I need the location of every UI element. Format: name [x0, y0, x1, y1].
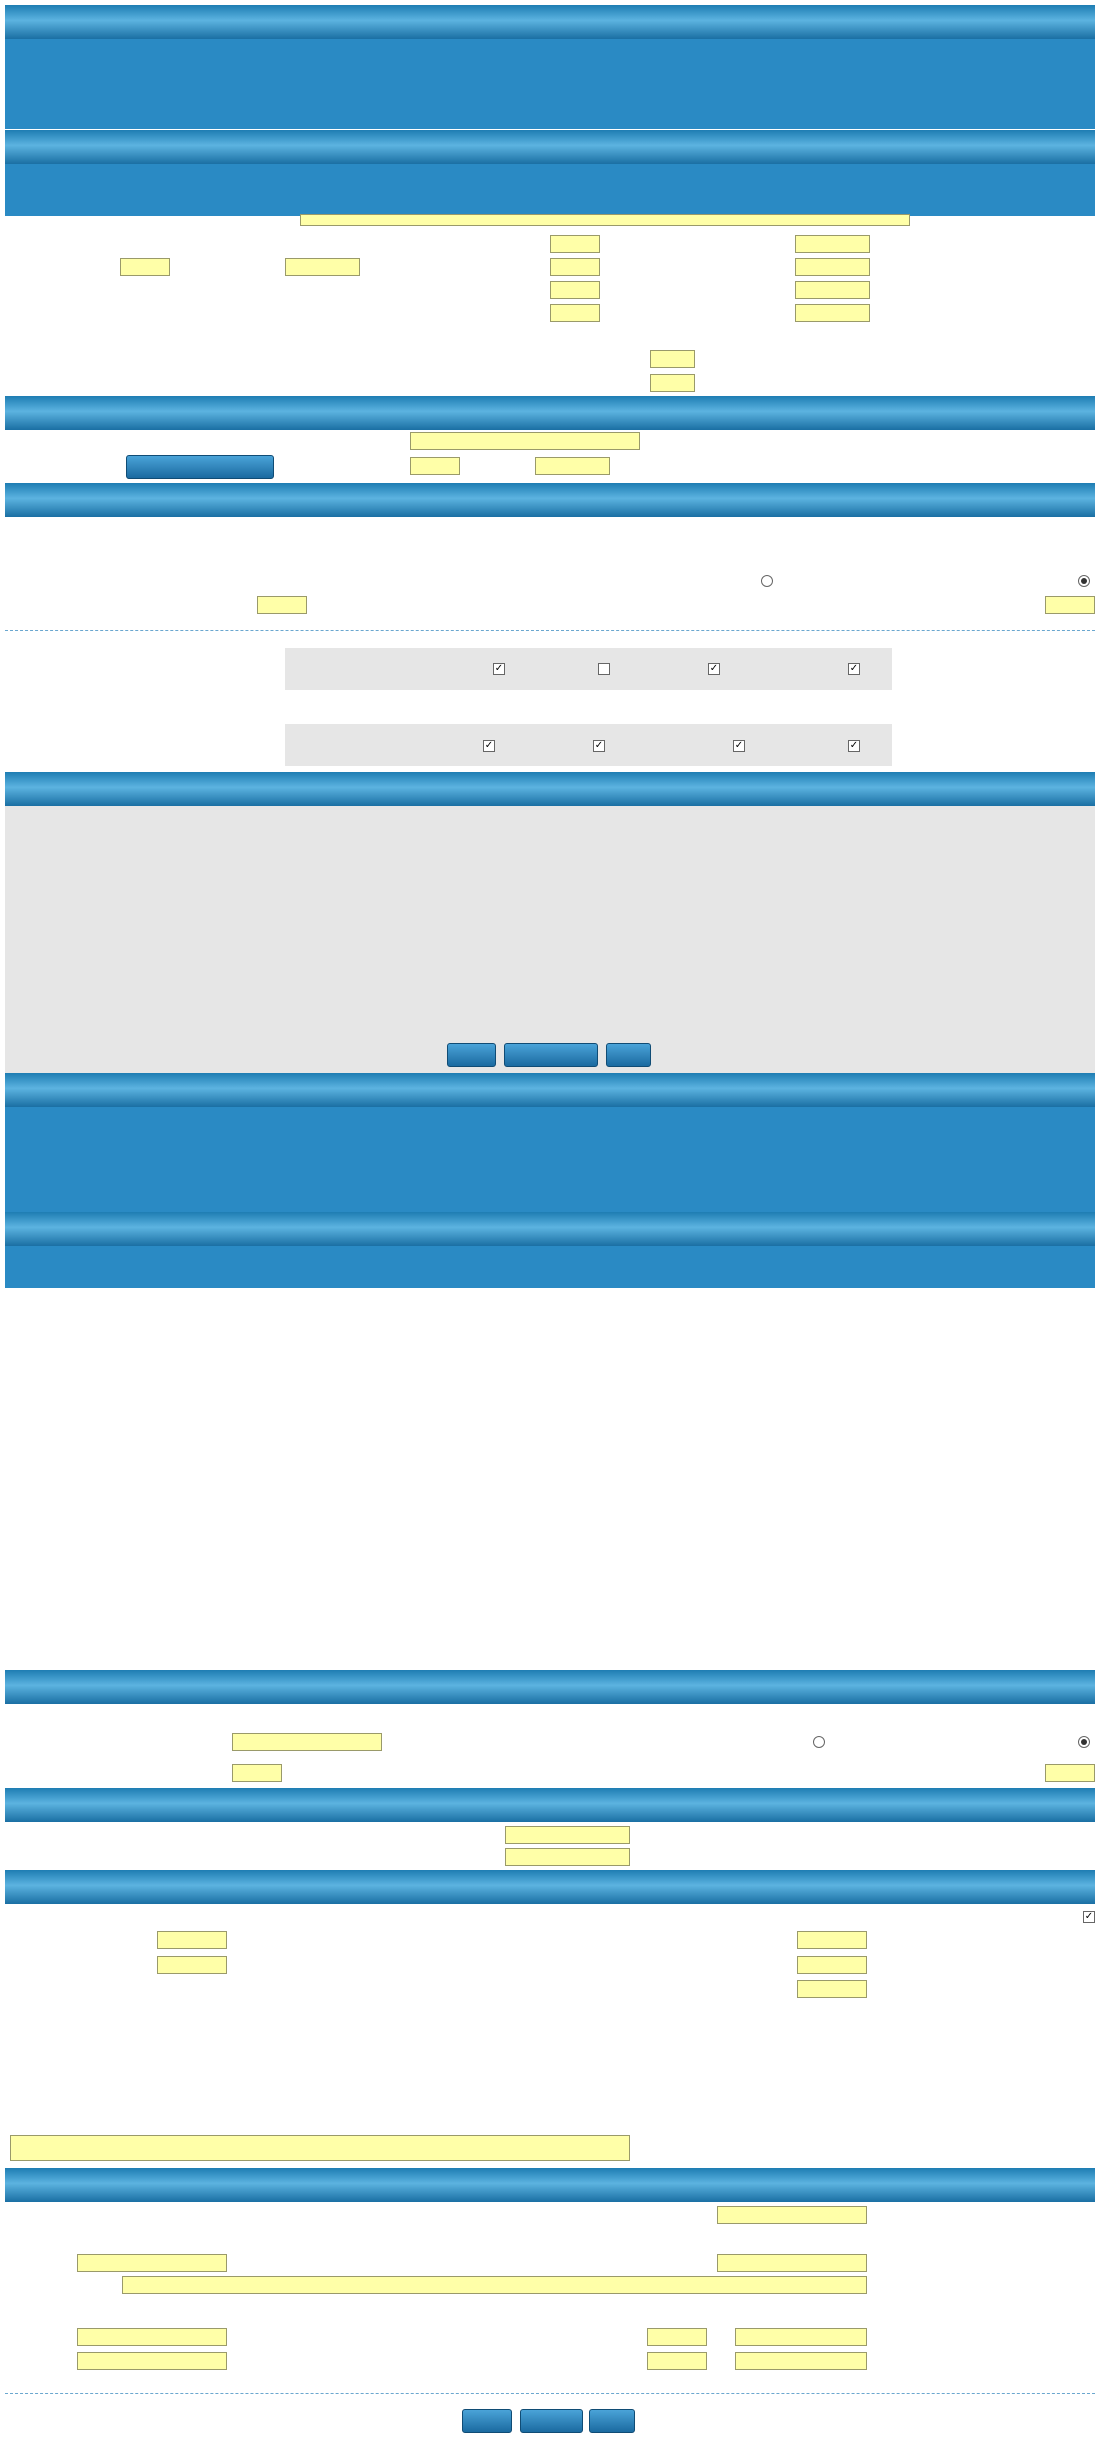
- authority-field[interactable]: [717, 2206, 867, 2224]
- contract-field[interactable]: [797, 1931, 867, 1949]
- sale-method-header: [5, 1870, 1095, 1904]
- time-info2-header: [5, 1788, 1095, 1822]
- fax-code-field[interactable]: [647, 2352, 707, 2370]
- deposit-pay-slip[interactable]: [490, 660, 505, 678]
- deposit-pay-guarantee[interactable]: [705, 660, 720, 678]
- offer-to-field[interactable]: [285, 258, 360, 276]
- percent2-field[interactable]: [1045, 1764, 1095, 1782]
- divider: [5, 2393, 1095, 2394]
- description-field[interactable]: [300, 214, 910, 226]
- check-icon[interactable]: ✓: [1084, 1911, 1094, 1922]
- max-diff2-field[interactable]: [232, 1764, 282, 1782]
- docs-conditions-header: [5, 396, 1095, 430]
- price-pay-note[interactable]: [480, 737, 495, 755]
- accounts-header: [5, 772, 1095, 806]
- exit-button-2[interactable]: [462, 2409, 512, 2433]
- check-icon[interactable]: ✓: [484, 740, 494, 751]
- deposit-pay-box: [285, 648, 892, 690]
- docs-to-field[interactable]: [535, 457, 610, 475]
- clearance-time-field[interactable]: [505, 1848, 630, 1866]
- fax-field[interactable]: [735, 2352, 867, 2370]
- sale-desc-field[interactable]: [10, 2135, 630, 2161]
- checkbox-icon[interactable]: [598, 663, 610, 675]
- max-diff-field[interactable]: [257, 596, 307, 614]
- device-city-field[interactable]: [77, 2254, 227, 2272]
- opening-time-field[interactable]: [550, 281, 600, 299]
- check-icon[interactable]: ✓: [709, 663, 719, 674]
- auctioneer-header: [5, 2168, 1095, 2202]
- auction-details-header: [5, 5, 1095, 39]
- docs-time-field[interactable]: [550, 235, 600, 253]
- docs-totime-field[interactable]: [410, 457, 460, 475]
- opening-date-field[interactable]: [795, 281, 870, 299]
- percent2-radio[interactable]: [1078, 1736, 1090, 1748]
- price-pay-cheque[interactable]: [590, 737, 605, 755]
- accounts-panel: [5, 806, 1095, 1078]
- phone-field[interactable]: [735, 2328, 867, 2346]
- back-button[interactable]: [504, 1043, 598, 1067]
- fee-field[interactable]: [410, 432, 640, 450]
- offer-from-field[interactable]: [795, 258, 870, 276]
- item-details-header: [5, 1073, 1095, 1107]
- offer-time-field[interactable]: [550, 258, 600, 276]
- deposit-pay-cheque[interactable]: [595, 660, 610, 678]
- exit-button[interactable]: [447, 1043, 496, 1067]
- mobile-field[interactable]: [77, 2328, 227, 2346]
- auction-details-panel: [5, 39, 1095, 129]
- phone-code-field[interactable]: [647, 2328, 707, 2346]
- item-info-header: [5, 1212, 1095, 1246]
- time-info-panel: [5, 164, 1095, 216]
- fixed-option[interactable]: [758, 572, 773, 590]
- winner-date-field[interactable]: [795, 304, 870, 322]
- clearance-need-field[interactable]: [505, 1826, 630, 1844]
- check-icon[interactable]: ✓: [849, 740, 859, 751]
- device-province-field[interactable]: [717, 2254, 867, 2272]
- deposit-pay-electronic[interactable]: [845, 660, 860, 678]
- time-info-header: [5, 130, 1095, 164]
- percent-field[interactable]: [1045, 596, 1095, 614]
- email-field[interactable]: [77, 2352, 227, 2370]
- fixed2-option[interactable]: [810, 1733, 825, 1751]
- device-address-field[interactable]: [122, 2276, 867, 2294]
- newspaper-ad-button[interactable]: [126, 455, 274, 479]
- item-details-panel: [5, 1107, 1095, 1212]
- price-pay-slip[interactable]: [845, 737, 860, 755]
- print-button[interactable]: [606, 1043, 651, 1067]
- item-info-panel: [5, 1246, 1095, 1288]
- deadline1-field[interactable]: [650, 350, 695, 368]
- doc-delivery-field[interactable]: [797, 1956, 867, 1974]
- check-icon[interactable]: ✓: [734, 740, 744, 751]
- check-icon[interactable]: ✓: [594, 740, 604, 751]
- percent2-option[interactable]: [1075, 1733, 1090, 1751]
- offer-time2-field[interactable]: [120, 258, 170, 276]
- priority-field[interactable]: [797, 1980, 867, 1998]
- winner-time-field[interactable]: [550, 304, 600, 322]
- percent-radio[interactable]: [1078, 575, 1090, 587]
- divider: [5, 630, 1095, 631]
- amount-field[interactable]: [232, 1733, 382, 1751]
- financial2-header: [5, 1670, 1095, 1704]
- deadline2-field[interactable]: [650, 374, 695, 392]
- percent-option[interactable]: [1075, 572, 1090, 590]
- fixed-radio[interactable]: [761, 575, 773, 587]
- docs-from-field[interactable]: [795, 235, 870, 253]
- print-button-2[interactable]: [589, 2409, 635, 2433]
- check-icon[interactable]: ✓: [849, 663, 859, 674]
- back-button-2[interactable]: [520, 2409, 583, 2433]
- cash-option[interactable]: [1080, 1908, 1095, 1926]
- price-pay-box: [285, 724, 892, 766]
- financial-header: [5, 483, 1095, 517]
- discount-field[interactable]: [157, 1956, 227, 1974]
- delivery-field[interactable]: [157, 1931, 227, 1949]
- check-icon[interactable]: ✓: [494, 663, 504, 674]
- fixed2-radio[interactable]: [813, 1736, 825, 1748]
- price-pay-cash[interactable]: [730, 737, 745, 755]
